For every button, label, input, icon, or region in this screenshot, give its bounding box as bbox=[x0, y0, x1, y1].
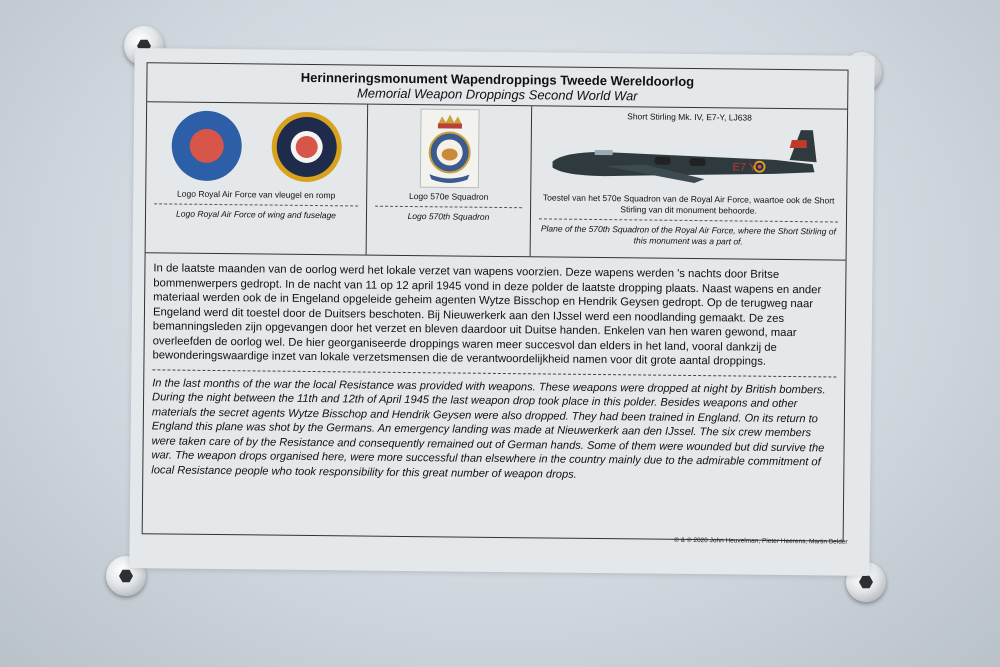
raf-wing-roundel-icon bbox=[170, 110, 243, 183]
plane-cell bbox=[531, 106, 848, 259]
plane-art bbox=[531, 120, 847, 195]
caption-divider bbox=[375, 206, 522, 209]
raf-logo-cell bbox=[146, 102, 369, 254]
caption-divider bbox=[154, 203, 358, 206]
plaque-frame bbox=[142, 62, 849, 541]
title-english: Memorial Weapon Droppings Second World War bbox=[356, 85, 638, 104]
title-dutch: Herinneringsmonument Wapendroppings Tweede Wereldoorlog bbox=[300, 69, 695, 89]
plane-caption-english: Plane of the 570th Squadron of the Royal Air Force, where the Short Stirling of this monument was a part of. bbox=[540, 223, 836, 247]
copyright-line: © & ® 2020 John Heuvelman, Pieter Heerens, Martin Belder bbox=[673, 536, 848, 546]
plane-markings: E7 Y bbox=[731, 161, 756, 174]
raf-fuselage-roundel-icon bbox=[270, 111, 343, 184]
squadron-logo-cell bbox=[367, 105, 533, 257]
short-stirling-bomber-icon bbox=[544, 121, 835, 194]
raf-roundels bbox=[146, 102, 367, 190]
squadron-badge-icon bbox=[419, 108, 480, 189]
body-text-english: In the last months of the war the local Resistance was provided with weapons. These weapons were dropped at night by British bombers. During the night between the 11th and 12th of April 1945 the last weapon drop took place in this polder. Besides weapons and other materials the secret agents Wytze Bisschop and Hendrik Geysen were also dropped. They had been trained in England. On its return to England this plane was shot by the Germans. An emergency landing was made at Nieuwerkerk aan den IJssel. The six crew members were taken care of by the Resistance and consequently remained out of German hands. Some of them were wounded but did survive the war. The weapon drops organised here, were more successful than elsewhere in the country mainly due to the admirable commitment of local Resistance people who took responsibility for this great number of weapon drops. bbox=[151, 376, 826, 481]
caption-divider bbox=[539, 218, 838, 222]
body-text-dutch: In de laatste maanden van de oorlog werd het lokale verzet van wapens voorzien. Deze wapens werden 's nachts door Britse bommenwerpers gedropt. In de nacht van 11 op 12 april 1945 vond in deze polder de laatste dropping plaats. Naast wapens en ander materiaal werden ook de in Engeland opgeleide geheim agenten Wytze Bisschop en Hendrik Geysen gedropt. Op de terugweg naar Engeland werd dit toestel door de Duitsers beschoten. Bij Nieuwerkerk aan den IJssel werd een noodlanding gemaakt. De zes bemanningsleden zijn opgevangen door het verzet en bleven daardoor uit Duitse handen. Enkelen van hen waren gewond, maar overleefden de oorlog wel. De hier georganiseerde droppings waren meer succesvol dan elders in het land, vooral dankzij de bewonderingswaardige inzet van lokale verzetsmensen die de verantwoordelijkheid namen voor dit grote aantal droppings. bbox=[152, 262, 822, 368]
squadron-caption-english: Logo 570th Squadron bbox=[407, 211, 490, 222]
plane-caption-dutch: Toestel van het 570e Squadron van de Royal Air Force, waartoe ook de Short Stirling van dit monument behoorde. bbox=[542, 192, 835, 216]
raf-caption-english: Logo Royal Air Force of wing and fuselage bbox=[176, 208, 336, 221]
raf-caption-dutch: Logo Royal Air Force van vleugel en romp bbox=[177, 188, 336, 201]
memorial-plaque bbox=[129, 48, 874, 576]
logo-row bbox=[146, 102, 848, 260]
squadron-badge-area bbox=[367, 105, 531, 193]
squadron-caption-dutch: Logo 570e Squadron bbox=[408, 191, 489, 202]
plane-title: Short Stirling Mk. IV, E7-Y, LJ638 bbox=[627, 111, 752, 123]
